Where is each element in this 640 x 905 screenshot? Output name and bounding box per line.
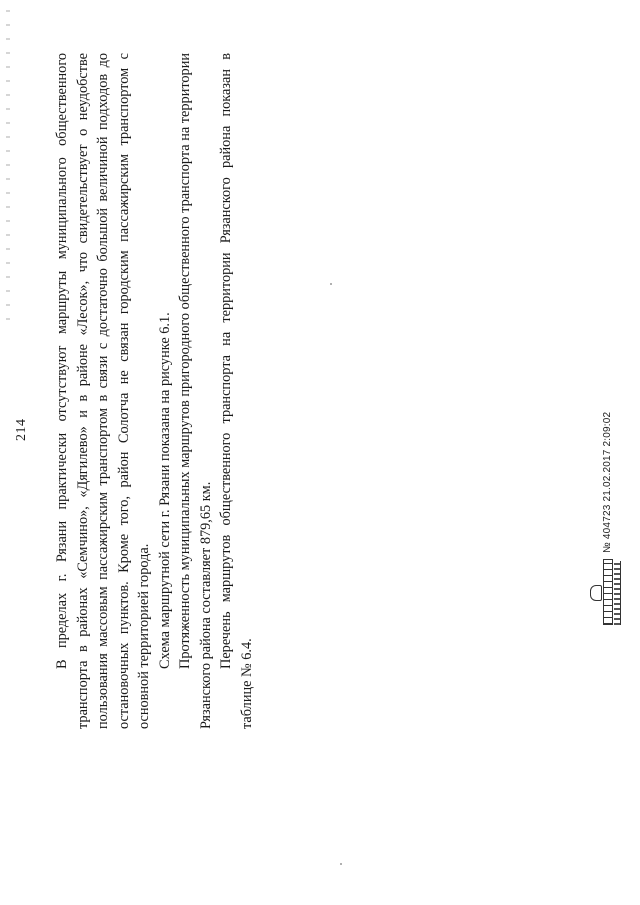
paragraph-list: Перечень маршрутов общественного транспорта на территории Рязанского района показан в таблице № 6.4.: [218, 53, 255, 729]
paragraph-length: Протяженность муниципальных маршрутов пригородного общественного транспорта на территории Рязанского района составляет 879,65 км.: [177, 53, 214, 729]
paragraph-scheme: Схема маршрутной сети г. Рязани показана на рисунке 6.1.: [156, 312, 173, 669]
scan-speck: [340, 863, 342, 865]
document-body: [52, 53, 257, 729]
registration-stamp: [590, 412, 624, 625]
scan-artifact: [6, 0, 10, 320]
stamp-text: № 404723 21.02.2017 2:09:02: [601, 411, 613, 553]
paragraph-routes-absence: В пределах г. Рязани практически отсутствуют маршруты муниципального общественного транспорта в районах «Семчино», «Дягилево» и в районе «Лесок», что свидетельствует о неудобстве пользования массовым пассажирским транспортом в связи с достаточно большой величиной подходов до остановочных пунктов. Кроме того, район Солотча не связан городским пассажирским транспортом с основной территорией города.: [54, 53, 152, 729]
page-number: 214: [14, 418, 29, 441]
stamp-logo-icon: [590, 561, 624, 625]
scan-speck: [330, 283, 332, 285]
